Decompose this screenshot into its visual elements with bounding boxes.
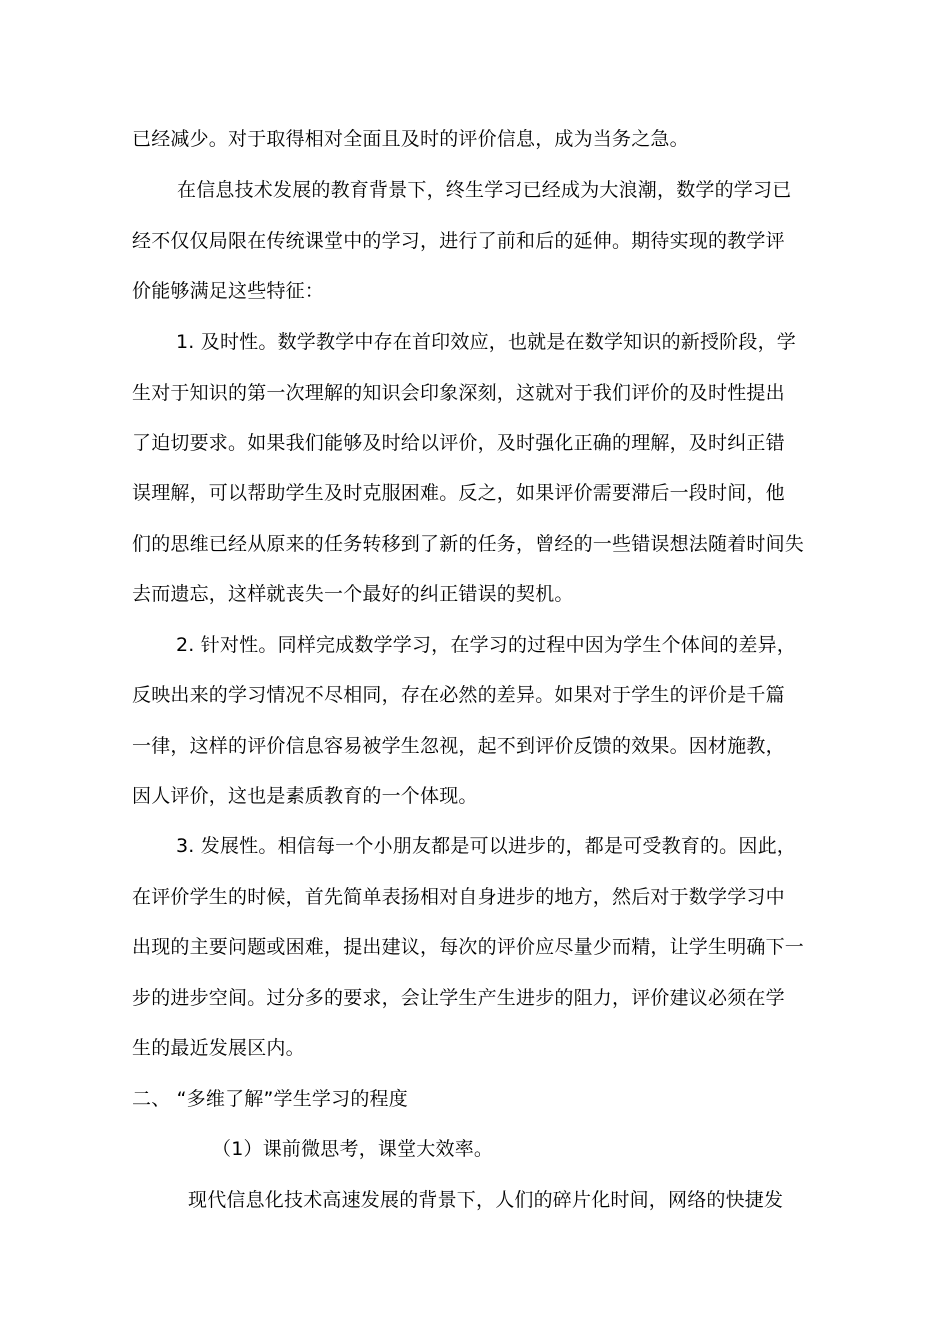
text-line: 1. 及时性。数学教学中存在首印效应，也就是在数学知识的新授阶段，学	[176, 331, 796, 353]
text-line: 们的思维已经从原来的任务转移到了新的任务，曾经的一些错误想法随着时间失	[132, 533, 805, 555]
text-line: 在评价学生的时候，首先简单表扬相对自身进步的地方，然后对于数学学习中	[132, 886, 785, 908]
text-line: 在信息技术发展的教育背景下，终生学习已经成为大浪潮，数学的学习已	[177, 179, 792, 201]
text-line: 因人评价，这也是素质教育的一个体现。	[132, 785, 478, 807]
text-line: 生对于知识的第一次理解的知识会印象深刻，这就对于我们评价的及时性提出	[132, 382, 785, 404]
text-line: 误理解，可以帮助学生及时克服困难。反之，如果评价需要滞后一段时间，他	[132, 482, 785, 504]
text-line: 经不仅仅局限在传统课堂中的学习，进行了前和后的延伸。期待实现的教学评	[132, 230, 785, 252]
text-line: 了迫切要求。如果我们能够及时给以评价，及时强化正确的理解，及时纠正错	[132, 432, 785, 454]
subsection-heading: （1）课前微思考，课堂大效率。	[212, 1138, 494, 1160]
section-heading: 二、 “多维了解”学生学习的程度	[132, 1088, 408, 1110]
text-line: 现代信息化技术高速发展的背景下，人们的碎片化时间，网络的快捷发	[188, 1189, 784, 1211]
text-line: 反映出来的学习情况不尽相同，存在必然的差异。如果对于学生的评价是千篇	[132, 684, 785, 706]
text-line: 生的最近发展区内。	[132, 1037, 305, 1059]
text-line: 去而遗忘，这样就丧失一个最好的纠正错误的契机。	[132, 583, 574, 605]
text-line: 价能够满足这些特征：	[132, 280, 325, 302]
text-line: 出现的主要问题或困难，提出建议，每次的评价应尽量少而精，让学生明确下一	[132, 936, 805, 958]
text-line: 2. 针对性。同样完成数学学习，在学习的过程中因为学生个体间的差异，	[176, 634, 796, 656]
text-line: 已经减少。对于取得相对全面且及时的评价信息，成为当务之急。	[132, 128, 689, 150]
text-line: 一律，这样的评价信息容易被学生忽视，起不到评价反馈的效果。因材施教，	[132, 735, 785, 757]
text-line: 3. 发展性。相信每一个小朋友都是可以进步的，都是可受教育的。因此，	[176, 835, 796, 857]
text-line: 步的进步空间。过分多的要求，会让学生产生进步的阻力，评价建议必须在学	[132, 987, 785, 1009]
